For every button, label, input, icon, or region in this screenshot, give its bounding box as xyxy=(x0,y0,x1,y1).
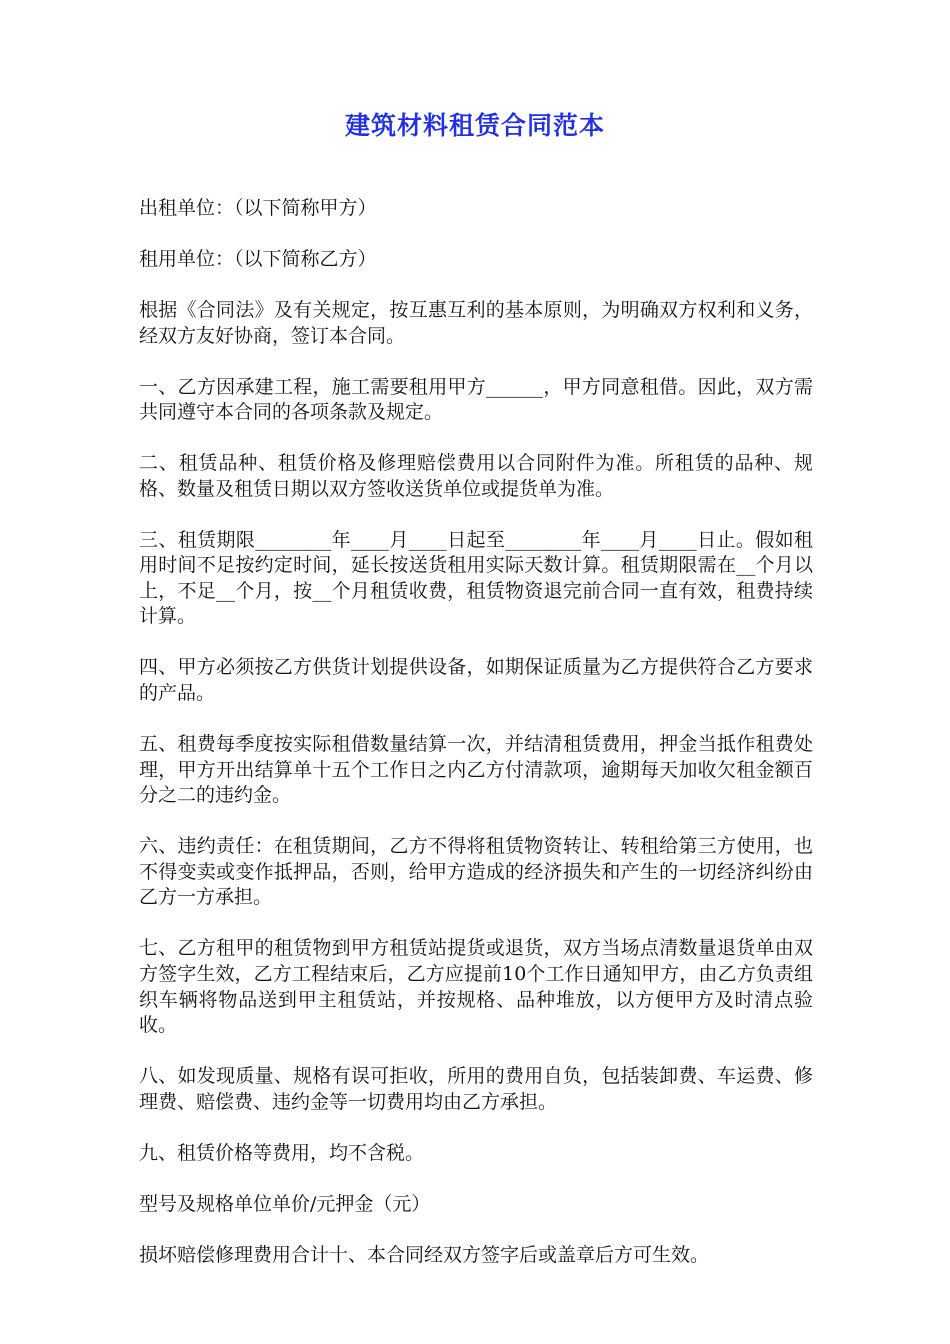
paragraph-table-header: 型号及规格单位单价/元押金（元） xyxy=(139,1192,431,1215)
paragraph-preamble: 根据《合同法》及有关规定，按互惠互利的基本原则，为明确双方权利和义务，经双方友好协商，签订本合同。 xyxy=(139,298,813,347)
paragraph-lessee: 租用单位：（以下简称乙方） xyxy=(139,247,377,270)
paragraph-clause-4: 四、甲方必须按乙方供货计划提供设备，如期保证质量为乙方提供符合乙方要求的产品。 xyxy=(139,656,813,705)
paragraph-clause-6: 六、违约责任：在租赁期间，乙方不得将租赁物资转让、转租给第三方使用，也不得变卖或变作抵押品，否则，给甲方造成的经济损失和产生的一切经济纠纷由乙方一方承担。 xyxy=(139,835,813,909)
paragraph-clause-8: 八、如发现质量、规格有误可拒收，所用的费用自负，包括装卸费、车运费、修理费、赔偿费、违约金等一切费用均由乙方承担。 xyxy=(139,1065,813,1113)
paragraph-clause-9: 九、租赁价格等费用，均不含税。 xyxy=(139,1141,425,1164)
paragraph-clause-10: 损坏赔偿修理费用合计十、本合同经双方签字后或盖章后方可生效。 xyxy=(139,1243,710,1266)
paragraph-lessor: 出租单位：（以下简称甲方） xyxy=(139,197,377,219)
document-title: 建筑材料租赁合同范本 xyxy=(344,111,605,140)
paragraph-clause-5: 五、租费每季度按实际租借数量结算一次，并结清租赁费用，押金当抵作租费处理，甲方开出结算单十五个工作日之内乙方付清款项，逾期每天加收欠租金额百分之二的违约金。 xyxy=(139,733,813,807)
paragraph-clause-7: 七、乙方租甲的租赁物到甲方租赁站提货或退货，双方当场点清数量退货单由双方签字生效，乙方工程结束后，乙方应提前10个工作日通知甲方，由乙方负责组织车辆将物品送到甲主租赁站，并按规格、品种堆放，以方便甲方及时清点验收。 xyxy=(139,937,813,1037)
paragraph-clause-3: 三、租赁期限________年____月____日起至________年____月____日止。假如租用时间不足按约定时间，延长按送货租用实际天数计算。租赁期限需在__个月以上，不足__个月，按__个月租赁收费，租赁物资退完前合同一直有效，租费持续计算。 xyxy=(139,528,813,628)
paragraph-clause-2: 二、租赁品种、租赁价格及修理赔偿费用以合同附件为准。所租赁的品种、规格、数量及租赁日期以双方签收送货单位或提货单为准。 xyxy=(139,452,813,500)
document-body xyxy=(139,196,813,1294)
paragraph-clause-1: 一、乙方因承建工程，施工需要租用甲方______，甲方同意租借。因此，双方需共同遵守本合同的各项条款及规定。 xyxy=(139,375,813,424)
